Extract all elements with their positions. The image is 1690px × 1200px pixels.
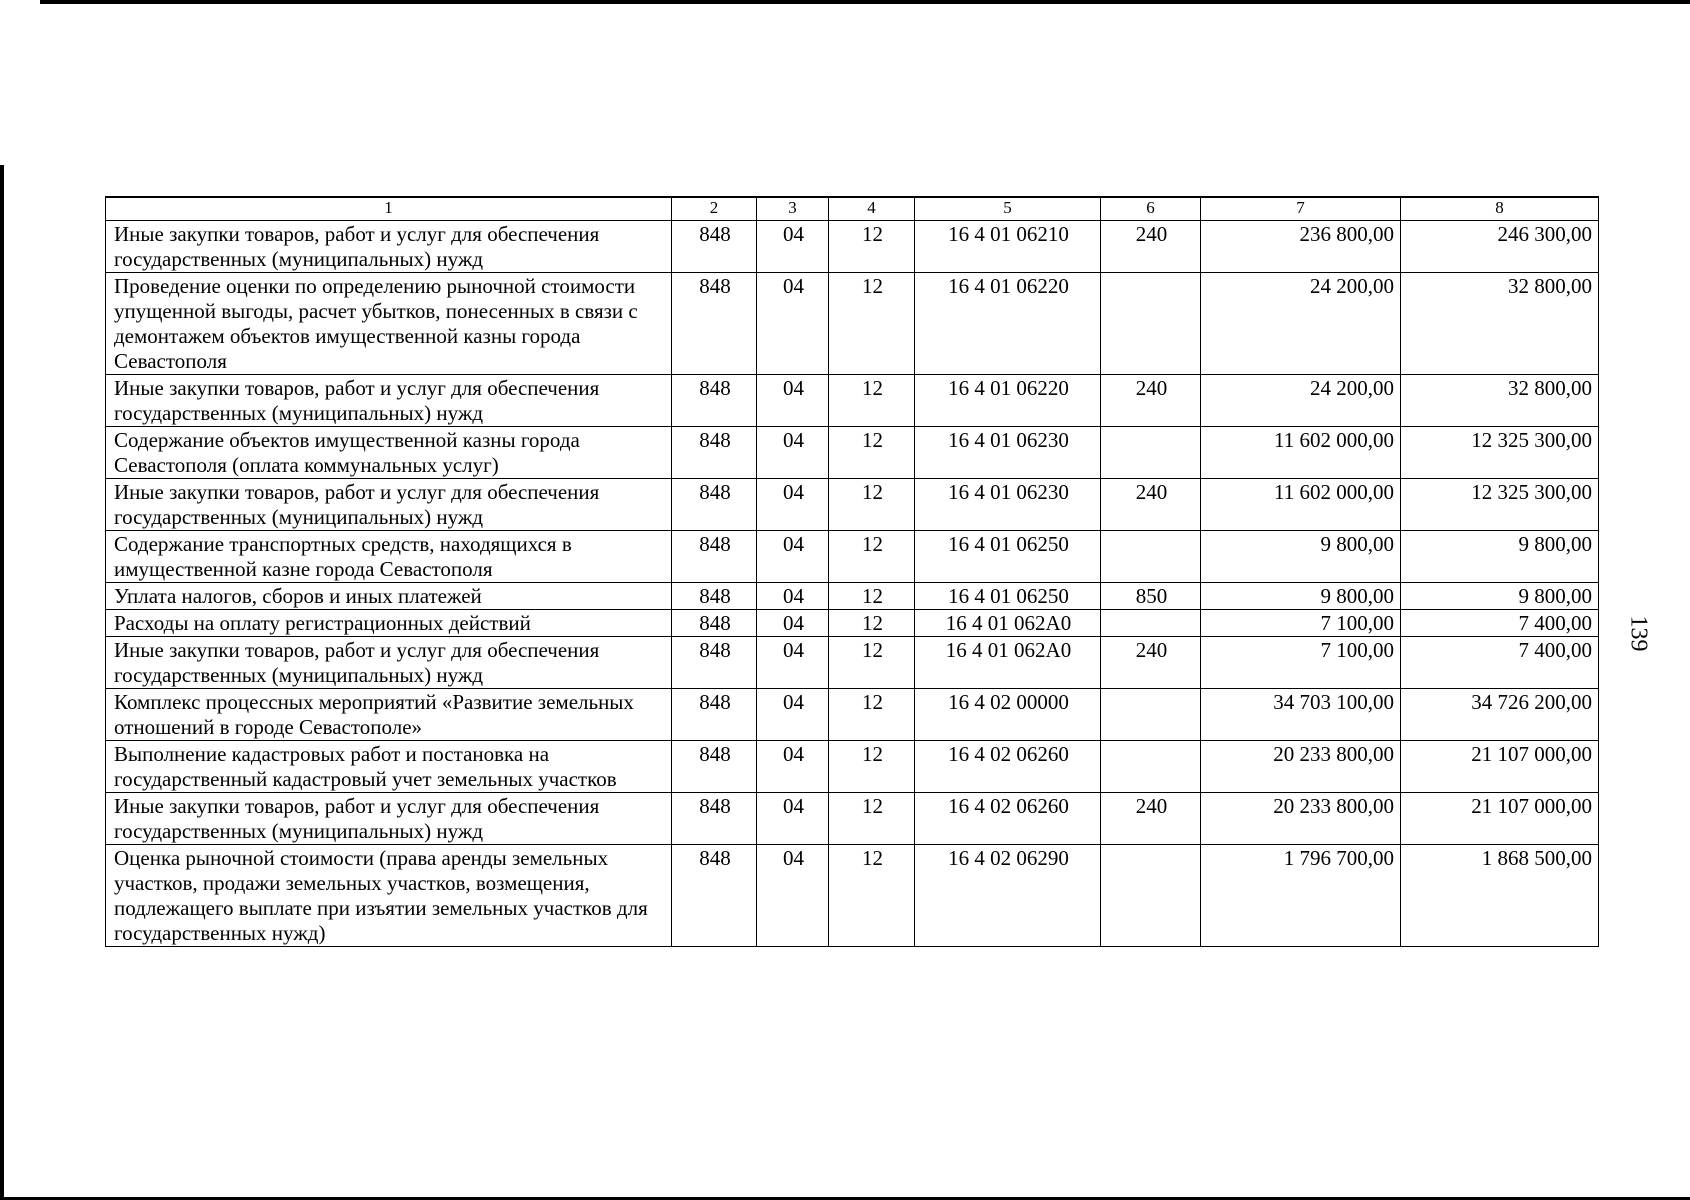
column-header-5: 5 (915, 197, 1101, 221)
target-article-cell: 16 4 01 06220 (915, 375, 1101, 427)
section-cell: 04 (757, 689, 829, 741)
expense-type-cell (1101, 689, 1201, 741)
table-row (106, 637, 1599, 689)
subsection-cell: 12 (829, 689, 915, 741)
ministry-code-cell: 848 (672, 221, 757, 273)
column-header-6: 6 (1101, 197, 1201, 221)
ministry-code-cell: 848 (672, 689, 757, 741)
table-row (106, 689, 1599, 741)
budget-table (105, 196, 1599, 947)
expense-type-cell: 240 (1101, 637, 1201, 689)
section-cell: 04 (757, 845, 829, 947)
name-cell: Расходы на оплату регистрационных действий (106, 610, 672, 637)
expense-type-cell: 240 (1101, 479, 1201, 531)
column-header-7: 7 (1201, 197, 1401, 221)
target-article-cell: 16 4 01 06230 (915, 479, 1101, 531)
amount-year2-cell: 12 325 300,00 (1401, 427, 1599, 479)
amount-year2-cell: 9 800,00 (1401, 583, 1599, 610)
amount-year1-cell: 20 233 800,00 (1201, 741, 1401, 793)
target-article-cell: 16 4 01 06230 (915, 427, 1101, 479)
expense-type-cell: 850 (1101, 583, 1201, 610)
target-article-cell: 16 4 02 00000 (915, 689, 1101, 741)
expense-type-cell (1101, 273, 1201, 375)
ministry-code-cell: 848 (672, 793, 757, 845)
amount-year2-cell: 32 800,00 (1401, 273, 1599, 375)
section-cell: 04 (757, 531, 829, 583)
column-header-2: 2 (672, 197, 757, 221)
subsection-cell: 12 (829, 531, 915, 583)
name-cell: Выполнение кадастровых работ и постановка на государственный кадастровый учет земельных участков (106, 741, 672, 793)
amount-year2-cell: 12 325 300,00 (1401, 479, 1599, 531)
amount-year1-cell: 9 800,00 (1201, 531, 1401, 583)
section-cell: 04 (757, 427, 829, 479)
subsection-cell: 12 (829, 479, 915, 531)
ministry-code-cell: 848 (672, 610, 757, 637)
expense-type-cell: 240 (1101, 375, 1201, 427)
amount-year1-cell: 11 602 000,00 (1201, 427, 1401, 479)
scan-edge-top (40, 0, 1690, 4)
section-cell: 04 (757, 479, 829, 531)
amount-year2-cell: 21 107 000,00 (1401, 741, 1599, 793)
table-row (106, 427, 1599, 479)
target-article-cell: 16 4 02 06260 (915, 793, 1101, 845)
section-cell: 04 (757, 637, 829, 689)
amount-year2-cell: 7 400,00 (1401, 637, 1599, 689)
ministry-code-cell: 848 (672, 637, 757, 689)
target-article-cell: 16 4 01 062А0 (915, 610, 1101, 637)
name-cell: Содержание транспортных средств, находящихся в имущественной казне города Севастополя (106, 531, 672, 583)
target-article-cell: 16 4 01 06220 (915, 273, 1101, 375)
section-cell: 04 (757, 610, 829, 637)
name-cell: Содержание объектов имущественной казны города Севастополя (оплата коммунальных услуг) (106, 427, 672, 479)
expense-type-cell (1101, 845, 1201, 947)
amount-year2-cell: 32 800,00 (1401, 375, 1599, 427)
expense-type-cell (1101, 427, 1201, 479)
amount-year2-cell: 21 107 000,00 (1401, 793, 1599, 845)
table-row (106, 793, 1599, 845)
ministry-code-cell: 848 (672, 531, 757, 583)
table-row (106, 610, 1599, 637)
ministry-code-cell: 848 (672, 741, 757, 793)
target-article-cell: 16 4 01 06250 (915, 583, 1101, 610)
amount-year1-cell: 24 200,00 (1201, 375, 1401, 427)
amount-year1-cell: 11 602 000,00 (1201, 479, 1401, 531)
amount-year2-cell: 34 726 200,00 (1401, 689, 1599, 741)
expense-type-cell (1101, 610, 1201, 637)
column-header-1: 1 (106, 197, 672, 221)
subsection-cell: 12 (829, 741, 915, 793)
table-row (106, 375, 1599, 427)
section-cell: 04 (757, 273, 829, 375)
expense-type-cell: 240 (1101, 221, 1201, 273)
amount-year1-cell: 1 796 700,00 (1201, 845, 1401, 947)
amount-year1-cell: 236 800,00 (1201, 221, 1401, 273)
table-row (106, 845, 1599, 947)
subsection-cell: 12 (829, 427, 915, 479)
column-header-4: 4 (829, 197, 915, 221)
table-row (106, 273, 1599, 375)
subsection-cell: 12 (829, 221, 915, 273)
table-row (106, 221, 1599, 273)
expense-type-cell (1101, 531, 1201, 583)
subsection-cell: 12 (829, 375, 915, 427)
subsection-cell: 12 (829, 845, 915, 947)
ministry-code-cell: 848 (672, 583, 757, 610)
subsection-cell: 12 (829, 793, 915, 845)
amount-year1-cell: 9 800,00 (1201, 583, 1401, 610)
section-cell: 04 (757, 221, 829, 273)
name-cell: Оценка рыночной стоимости (права аренды земельных участков, продажи земельных участков, возмещения, подлежащего выплате при изъятии земельных участков для государственных нужд) (106, 845, 672, 947)
target-article-cell: 16 4 02 06260 (915, 741, 1101, 793)
ministry-code-cell: 848 (672, 427, 757, 479)
page-number: 139 (1625, 615, 1652, 652)
table-row (106, 583, 1599, 610)
subsection-cell: 12 (829, 637, 915, 689)
target-article-cell: 16 4 02 06290 (915, 845, 1101, 947)
name-cell: Иные закупки товаров, работ и услуг для обеспечения государственных (муниципальных) нужд (106, 479, 672, 531)
expense-type-cell: 240 (1101, 793, 1201, 845)
subsection-cell: 12 (829, 273, 915, 375)
amount-year1-cell: 34 703 100,00 (1201, 689, 1401, 741)
amount-year1-cell: 20 233 800,00 (1201, 793, 1401, 845)
header-row (106, 197, 1599, 221)
scan-edge-left (0, 165, 4, 1200)
section-cell: 04 (757, 375, 829, 427)
ministry-code-cell: 848 (672, 273, 757, 375)
expense-type-cell (1101, 741, 1201, 793)
section-cell: 04 (757, 741, 829, 793)
target-article-cell: 16 4 01 06210 (915, 221, 1101, 273)
name-cell: Уплата налогов, сборов и иных платежей (106, 583, 672, 610)
table-row (106, 479, 1599, 531)
ministry-code-cell: 848 (672, 375, 757, 427)
name-cell: Иные закупки товаров, работ и услуг для обеспечения государственных (муниципальных) нужд (106, 793, 672, 845)
name-cell: Иные закупки товаров, работ и услуг для обеспечения государственных (муниципальных) нужд (106, 375, 672, 427)
name-cell: Проведение оценки по определению рыночной стоимости упущенной выгоды, расчет убытков, понесенных в связи с демонтажем объектов имущественной казны города Севастополя (106, 273, 672, 375)
column-header-8: 8 (1401, 197, 1599, 221)
amount-year2-cell: 9 800,00 (1401, 531, 1599, 583)
name-cell: Иные закупки товаров, работ и услуг для обеспечения государственных (муниципальных) нужд (106, 221, 672, 273)
column-header-3: 3 (757, 197, 829, 221)
table-row (106, 531, 1599, 583)
amount-year2-cell: 1 868 500,00 (1401, 845, 1599, 947)
section-cell: 04 (757, 583, 829, 610)
amount-year2-cell: 7 400,00 (1401, 610, 1599, 637)
section-cell: 04 (757, 793, 829, 845)
amount-year1-cell: 7 100,00 (1201, 610, 1401, 637)
amount-year1-cell: 7 100,00 (1201, 637, 1401, 689)
ministry-code-cell: 848 (672, 845, 757, 947)
subsection-cell: 12 (829, 583, 915, 610)
subsection-cell: 12 (829, 610, 915, 637)
amount-year2-cell: 246 300,00 (1401, 221, 1599, 273)
table-body (106, 221, 1599, 947)
target-article-cell: 16 4 01 06250 (915, 531, 1101, 583)
table-row (106, 741, 1599, 793)
name-cell: Комплекс процессных мероприятий «Развитие земельных отношений в городе Севастополе» (106, 689, 672, 741)
ministry-code-cell: 848 (672, 479, 757, 531)
amount-year1-cell: 24 200,00 (1201, 273, 1401, 375)
name-cell: Иные закупки товаров, работ и услуг для обеспечения государственных (муниципальных) нужд (106, 637, 672, 689)
target-article-cell: 16 4 01 062А0 (915, 637, 1101, 689)
